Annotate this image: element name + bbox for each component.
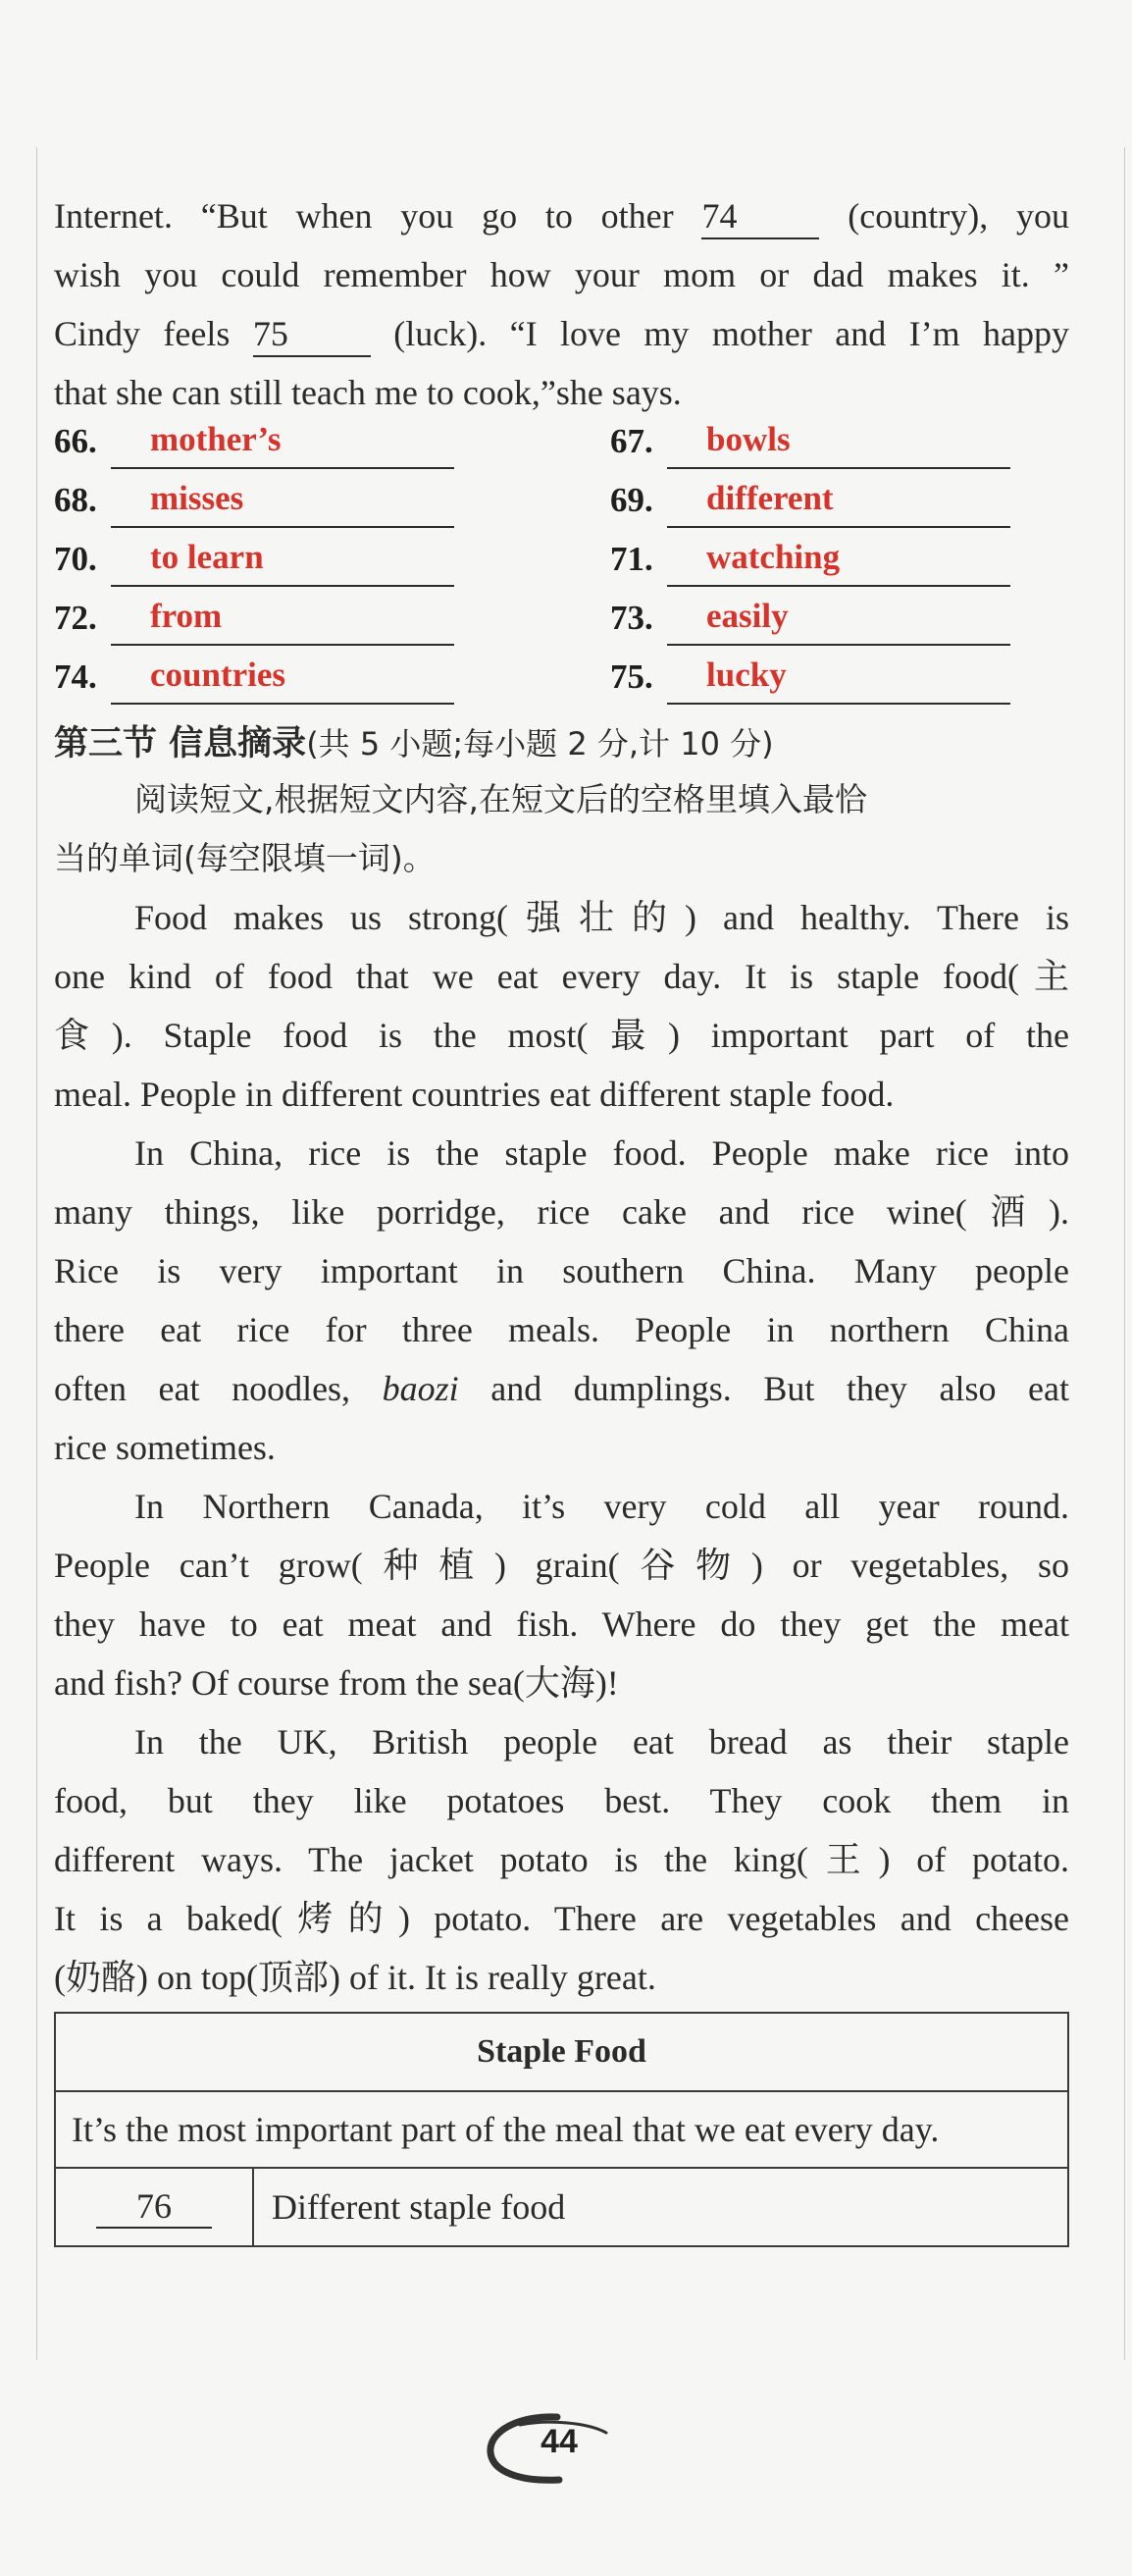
answer-value: countries (150, 656, 286, 694)
answer-value: easily (706, 597, 789, 635)
instruction-line-2: 当的单词(每空限填一词)。 (54, 839, 436, 877)
blank-74: 74 (701, 194, 819, 239)
passage-paragraph-3: In Northern Canada, it’s very cold all year round. People can’t grow(种植) grain(谷物) or vegetables, so they have to eat meat and fish. Where do they get the meat and fish? Of course from the sea(大海)! (54, 1487, 1069, 1703)
blank-75: 75 (253, 312, 371, 357)
answer-value: different (706, 479, 834, 517)
passage-paragraph-1: Food makes us strong(强壮的) and healthy. There is one kind of food that we eat every day. It is staple food(主 食). Staple food is the most(最) important part of the meal. People in different countries eat different staple food. (54, 898, 1069, 1114)
answer-value: to learn (150, 538, 264, 576)
intro-line-2: wish you could remember how your mom or dad makes it. ” (54, 255, 1069, 294)
page-number: 44 (540, 2423, 578, 2460)
answer-value: lucky (706, 656, 787, 694)
section-title: 第三节 信息摘录(共 5 小题;每小题 2 分,计 10 分) (54, 724, 774, 763)
staple-food-table (54, 2012, 1069, 2247)
blank-76: 76 (96, 2185, 212, 2229)
answer-value: from (150, 597, 223, 635)
table-row-definition: It’s the most important part of the meal that we eat every day. (55, 2091, 1068, 2168)
table-row (55, 2168, 1068, 2246)
passage-paragraph-4: In the UK, British people eat bread as their staple food, but they like potatoes best. They cook them in different ways. The jacket potato is the king(王) of potato. It is a baked(烤的) potato. There are vegetables and cheese (奶酪) on top(顶部) of it. It is really great. (54, 1722, 1069, 1997)
answer-value: misses (150, 479, 244, 517)
margin-rule-left (36, 147, 37, 2360)
instruction-line-1: 阅读短文,根据短文内容,在短文后的空格里填入最恰 (134, 780, 867, 818)
passage-paragraph-2: In China, rice is the staple food. People make rice into many things, like porridge, rice cake and rice wine(酒). Rice is very important in southern China. Many people there eat rice for three meals. People in northern China often eat noodles, baozi and dumplings. But they also eat rice sometimes. (54, 1133, 1070, 1467)
intro-line-3: Cindy feels 75 (luck). “I love my mother and I’m happy (54, 304, 1069, 363)
intro-line-1: Internet. “But when you go to other 74 (country), you (54, 186, 1069, 245)
page-number-badge (481, 2409, 628, 2488)
answer-value: mother’s (150, 420, 282, 458)
table-header: Staple Food (55, 2013, 1068, 2091)
intro-paragraph (54, 186, 1069, 422)
instructions (54, 770, 1069, 888)
intro-line-4: that she can still teach me to cook,”she says. (54, 373, 682, 412)
table-cell-text: Different staple food (253, 2168, 1068, 2246)
answer-value: bowls (706, 420, 791, 458)
answer-value: watching (706, 538, 841, 576)
margin-rule-right (1124, 147, 1125, 2360)
